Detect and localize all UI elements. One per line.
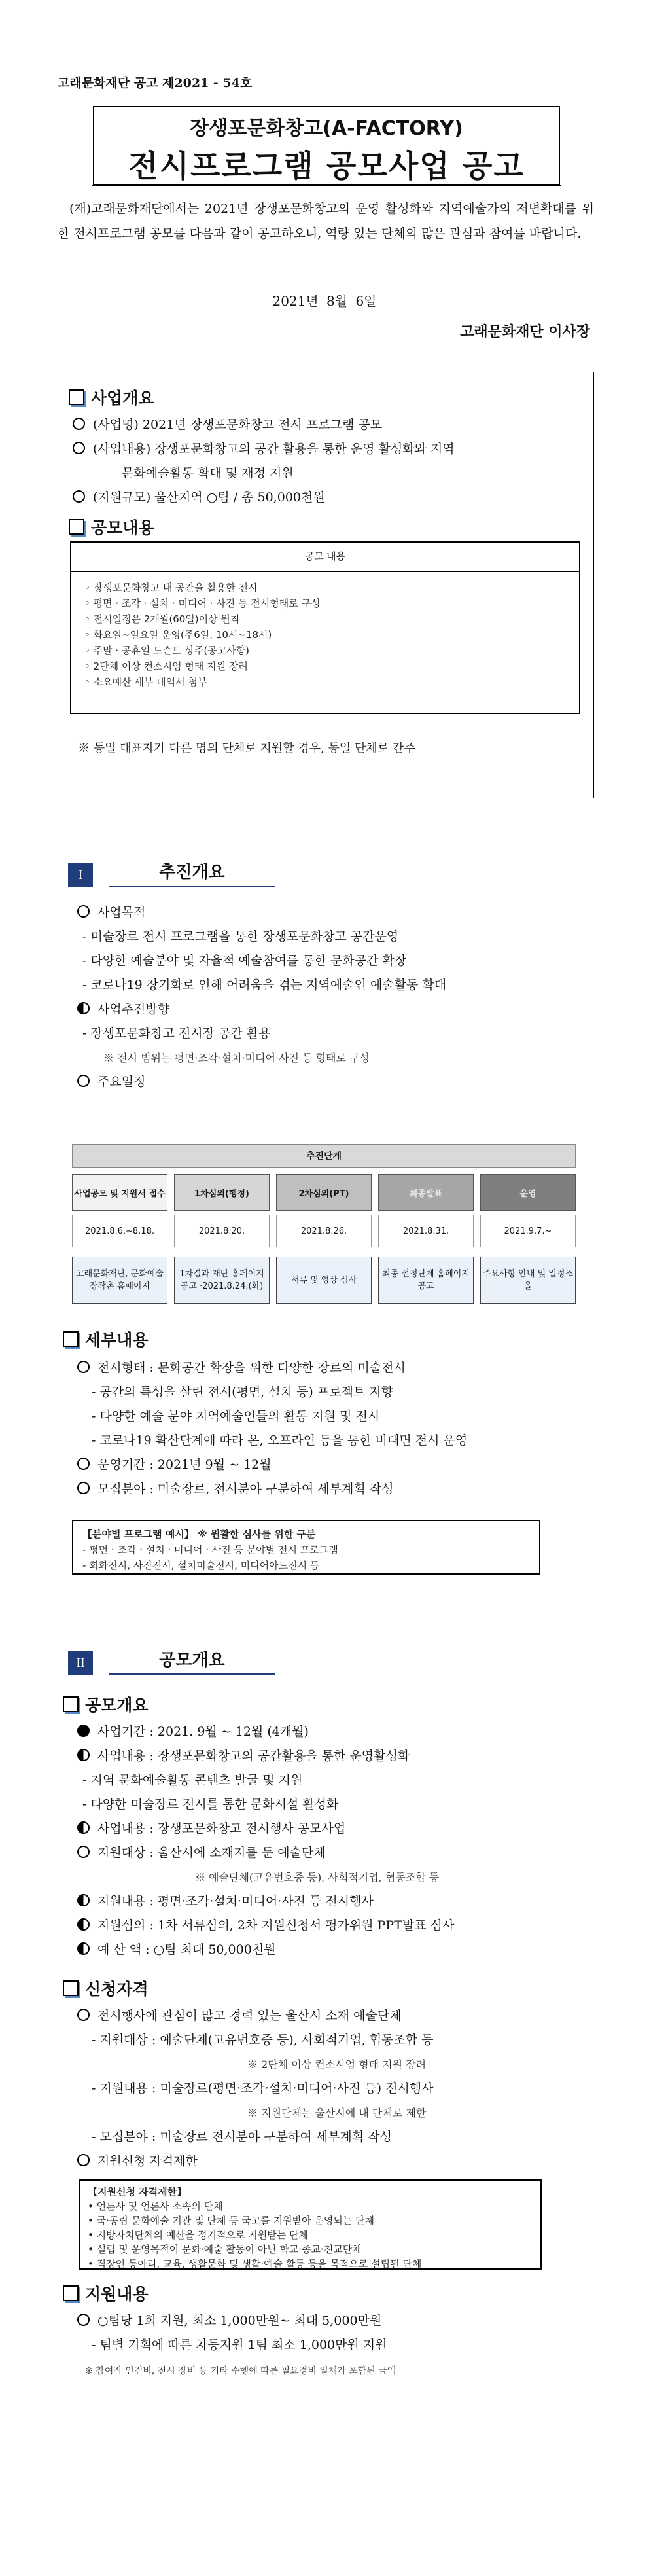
- circle-bullet-icon: [77, 1846, 90, 1858]
- list-item: • 국·공립 문화예술 기관 및 단체 등 국고를 지원받아 운영되는 단체: [88, 2215, 375, 2227]
- overview-note: ※ 예술단체(고유번호증 등), 사회적기업, 협동조합 등: [195, 1871, 440, 1884]
- restriction-box: [79, 2179, 542, 2270]
- circle-bullet-icon: [77, 2154, 90, 2166]
- circle-bullet-icon: [73, 442, 85, 454]
- list-item: 지원대상 : 울산시에 소재지를 둔 예술단체: [77, 1841, 627, 1865]
- support-note: ※ 참여작 인건비, 전시 장비 등 기타 수행에 따른 필요경비 일체가 포함된 금액: [85, 2366, 396, 2376]
- stage-3-date: 2021.8.26.: [276, 1215, 372, 1247]
- list-item: - 장생포문화창고 전시장 공간 활용: [82, 1026, 271, 1041]
- list-item: • 설립 및 운영목적이 문화·예술 활동이 아닌 학교·종교·친교단체: [88, 2244, 362, 2255]
- eligibility-note: ※ 2단체 이상 컨소시엄 형태 지원 장려: [247, 2058, 427, 2071]
- list-item: 전시행사에 관심이 많고 경력 있는 울산시 소재 예술단체: [77, 2004, 633, 2028]
- section-2-header: [68, 1649, 275, 1675]
- list-item: ◦ 2단체 이상 컨소시엄 형태 지원 장려: [84, 660, 248, 672]
- circle-bullet-icon: [77, 1361, 90, 1373]
- list-item: • 언론사 및 언론사 소속의 단체: [88, 2200, 223, 2212]
- overview-heading: 공모개요: [63, 1692, 149, 1716]
- announcement-number: 고래문화재단 공고 제2021 - 54호: [58, 76, 253, 90]
- list-item: 지원신청 자격제한: [77, 2149, 633, 2174]
- list-item: 사업목적: [77, 901, 614, 925]
- list-item: 사업내용 : 장생포문화창고 전시행사 공모사업: [77, 1817, 627, 1841]
- section-number: II: [68, 1651, 93, 1675]
- issuer: 고래문화재단 이사장: [460, 324, 590, 340]
- stage-3-name: 2차심의(PT): [276, 1174, 372, 1211]
- half-circle-bullet-icon: [77, 1894, 90, 1906]
- list-item: (사업내용) 장생포문화창고의 공간 활용을 통한 운영 활성화와 지역: [73, 437, 589, 461]
- list-item: 운영기간 : 2021년 9월 ~ 12월: [77, 1453, 627, 1477]
- circle-bullet-icon: [73, 490, 85, 503]
- stage-note-row: [72, 1257, 576, 1304]
- stage-5-note: 주요사항 안내 및 일정조율: [480, 1257, 576, 1304]
- section-number: I: [68, 863, 93, 887]
- list-item: ◦ 장생포문화창고 내 공간을 활용한 전시: [84, 582, 258, 594]
- square-bullet-icon: [63, 2285, 79, 2301]
- list-item: • 직장인 동아리, 교육, 생활문화 및 생활·예술 활동 등을 목적으로 설립된 단체: [88, 2258, 422, 2270]
- circle-bullet-icon: [77, 905, 90, 918]
- circle-bullet-icon: [77, 1458, 90, 1470]
- square-bullet-icon: [69, 519, 84, 535]
- eligibility-note: ※ 지원단체는 울산시에 내 단체로 제한: [247, 2107, 427, 2119]
- list-item: ◦ 소요예산 세부 내역서 첨부: [84, 676, 207, 688]
- list-item: 모집분야 : 미술장르, 전시분야 구분하여 세부계획 작성: [77, 1477, 627, 1501]
- summary-heading: 사업개요: [69, 385, 154, 409]
- list-item: • 지방자치단체의 예산을 정기적으로 지원받는 단체: [88, 2229, 308, 2241]
- content-box-title: 공모 내용: [71, 543, 579, 572]
- stage-3-note: 서류 및 영상 심사: [276, 1257, 372, 1304]
- list-item: 지원내용 : 평면·조각·설치·미디어·사진 등 전시행사: [77, 1889, 627, 1914]
- list-item: ◦ 전시일정은 2개월(60일)이상 원칙: [84, 613, 240, 625]
- stage-2-note: 1차결과 재단 홈페이지 공고 ·2021.8.24.(화): [174, 1257, 270, 1304]
- content-box-list: [71, 572, 579, 698]
- intro-paragraph: (재)고래문화재단에서는 2021년 장생포문화창고의 운영 활성화와 지역예술가의 저변확대를 위한 전시프로그램 공모를 다음과 같이 공고하오니, 역량 있는 단체의 많은 관심과 참여를 바랍니다.: [58, 202, 594, 241]
- title-subtitle: 장생포문화창고(A-FACTORY): [190, 117, 463, 140]
- stage-1-name: 사업공모 및 지원서 접수: [72, 1174, 167, 1211]
- list-item: 문화예술활동 확대 및 재정 지원: [122, 466, 294, 480]
- list-item: - 회화전시, 사진전시, 설치미술전시, 미디어아트전시 등: [82, 1560, 320, 1571]
- half-circle-bullet-icon: [77, 1942, 90, 1955]
- list-item: - 다양한 예술 분야 지역예술인들의 활동 지원 및 전시: [92, 1409, 380, 1423]
- list-item: - 지역 문화예술활동 콘텐츠 발굴 및 지원: [82, 1773, 303, 1787]
- purpose-block: [77, 901, 614, 1094]
- list-item: ◦ 평면 · 조각 · 설치 · 미디어 · 사진 등 전시형태로 구성: [84, 598, 321, 609]
- square-bullet-icon: [69, 389, 84, 405]
- eligibility-list: [77, 2004, 633, 2174]
- square-bullet-icon: [63, 1331, 79, 1347]
- list-item: ○팀당 1회 지원, 최소 1,000만원~ 최대 5,000만원: [77, 2309, 633, 2333]
- content-box: [70, 541, 580, 714]
- list-item: - 지원내용 : 미술장르(평면·조각·설치·미디어·사진 등) 전시행사: [92, 2081, 434, 2096]
- stage-4-date: 2021.8.31.: [378, 1215, 474, 1247]
- stage-4-note: 최종 선정단체 홈페이지 공고: [378, 1257, 474, 1304]
- list-item: - 평면 · 조각 · 설치 · 미디어 · 사진 등 분야별 전시 프로그램: [82, 1544, 338, 1556]
- eligibility-heading: 신청자격: [63, 1977, 149, 2000]
- filled-circle-bullet-icon: [77, 1725, 90, 1737]
- circle-bullet-icon: [77, 2314, 90, 2326]
- list-item: - 미술장르 전시 프로그램을 통한 장생포문화창고 공간운영: [82, 929, 399, 944]
- overview-list: [77, 1720, 627, 1962]
- section-title: 추진개요: [109, 859, 275, 887]
- list-item: 사업내용 : 장생포문화창고의 공간활용을 통한 운영활성화: [77, 1744, 627, 1768]
- square-bullet-icon: [63, 1980, 79, 1996]
- stage-header-row: [72, 1174, 576, 1211]
- list-item: 지원심의 : 1차 서류심의, 2차 지원신청서 평가위원 PPT발표 심사: [77, 1914, 627, 1938]
- stage-5-name: 운영: [480, 1174, 576, 1211]
- list-item: 주요일정: [77, 1070, 614, 1094]
- list-item: 예 산 액 : ○팀 최대 50,000천원: [77, 1938, 627, 1962]
- stage-2-date: 2021.8.20.: [174, 1215, 270, 1247]
- schedule-title: 추진단계: [72, 1144, 576, 1168]
- half-circle-bullet-icon: [77, 1918, 90, 1931]
- field-example-title: 【분야별 프로그램 예시】 ※ 원활한 심사를 위한 구분: [82, 1528, 316, 1540]
- list-item: - 공간의 특성을 살린 전시(평면, 설치 등) 프로젝트 지향: [92, 1385, 394, 1399]
- square-bullet-icon: [63, 1696, 79, 1712]
- circle-bullet-icon: [73, 418, 85, 430]
- list-item: - 다양한 미술장르 전시를 통한 문화시설 활성화: [82, 1797, 339, 1812]
- list-item: 사업추진방향: [77, 997, 614, 1022]
- list-item: ◦ 주말 · 공휴일 도슨트 상주(공고사항): [84, 645, 250, 656]
- support-list: [77, 2309, 633, 2357]
- support-heading: 지원내용: [63, 2281, 149, 2305]
- stage-1-date: 2021.8.6.~8.18.: [72, 1215, 167, 1247]
- list-item: ◦ 화요일~일요일 운영(주6일, 10시~18시): [84, 629, 272, 641]
- content-heading: 공모내용: [69, 515, 154, 539]
- stage-5-date: 2021.9.7.~: [480, 1215, 576, 1247]
- section-1-header: [68, 861, 275, 887]
- field-example-box: [72, 1520, 540, 1575]
- circle-bullet-icon: [77, 1482, 90, 1494]
- direction-note: ※ 전시 범위는 평면·조각·설치·미디어·사진 등 형태로 구성: [103, 1052, 370, 1064]
- summary-footnote: ※ 동일 대표자가 다른 명의 단체로 지원할 경우, 동일 단체로 간주: [78, 742, 415, 755]
- list-item: - 모집분야 : 미술장르 전시분야 구분하여 세부계획 작성: [92, 2130, 392, 2144]
- list-item: (사업명) 2021년 장생포문화창고 전시 프로그램 공모: [73, 413, 589, 437]
- half-circle-bullet-icon: [77, 1821, 90, 1834]
- summary-box: [58, 372, 594, 798]
- page-title: 전시프로그램 공모사업 공고: [128, 149, 525, 185]
- list-item: - 코로나19 장기화로 인해 어려움을 겪는 지역예술인 예술활동 확대: [82, 978, 447, 992]
- list-item: - 팀별 기획에 따른 차등지원 1팀 최소 1,000만원 지원: [92, 2338, 387, 2352]
- list-item: 전시형태 : 문화공간 확장을 위한 다양한 장르의 미술전시: [77, 1356, 627, 1380]
- detail-heading: 세부내용: [63, 1327, 149, 1351]
- half-circle-bullet-icon: [77, 1749, 90, 1761]
- list-item: - 다양한 예술분야 및 자율적 예술참여를 통한 문화공간 확장: [82, 954, 407, 968]
- list-item: - 지원대상 : 예술단체(고유번호증 등), 사회적기업, 협동조합 등: [92, 2033, 434, 2047]
- summary-list: [73, 413, 589, 510]
- title-box: [92, 105, 561, 186]
- stage-2-name: 1차심의(행정): [174, 1174, 270, 1211]
- list-item: 사업기간 : 2021. 9월 ~ 12월 (4개월): [77, 1720, 627, 1744]
- detail-list: [77, 1356, 627, 1501]
- schedule-table: [72, 1144, 576, 1304]
- stage-date-row: [72, 1215, 576, 1247]
- stage-1-note: 고래문화재단, 문화예술장작촌 홈페이지: [72, 1257, 167, 1304]
- stage-4-name: 최종발표: [378, 1174, 474, 1211]
- announcement-date: 2021년 8월 6일: [272, 293, 377, 309]
- list-item: - 코로나19 확산단계에 따라 온, 오프라인 등을 통한 비대면 전시 운영: [92, 1433, 468, 1448]
- half-circle-bullet-icon: [77, 1002, 90, 1014]
- list-item: (지원규모) 울산지역 ○팀 / 총 50,000천원: [73, 486, 589, 510]
- section-title: 공모개요: [109, 1647, 275, 1675]
- restriction-title: 【지원신청 자격제한】: [88, 2186, 187, 2198]
- circle-bullet-icon: [77, 2009, 90, 2021]
- circle-bullet-icon: [77, 1075, 90, 1087]
